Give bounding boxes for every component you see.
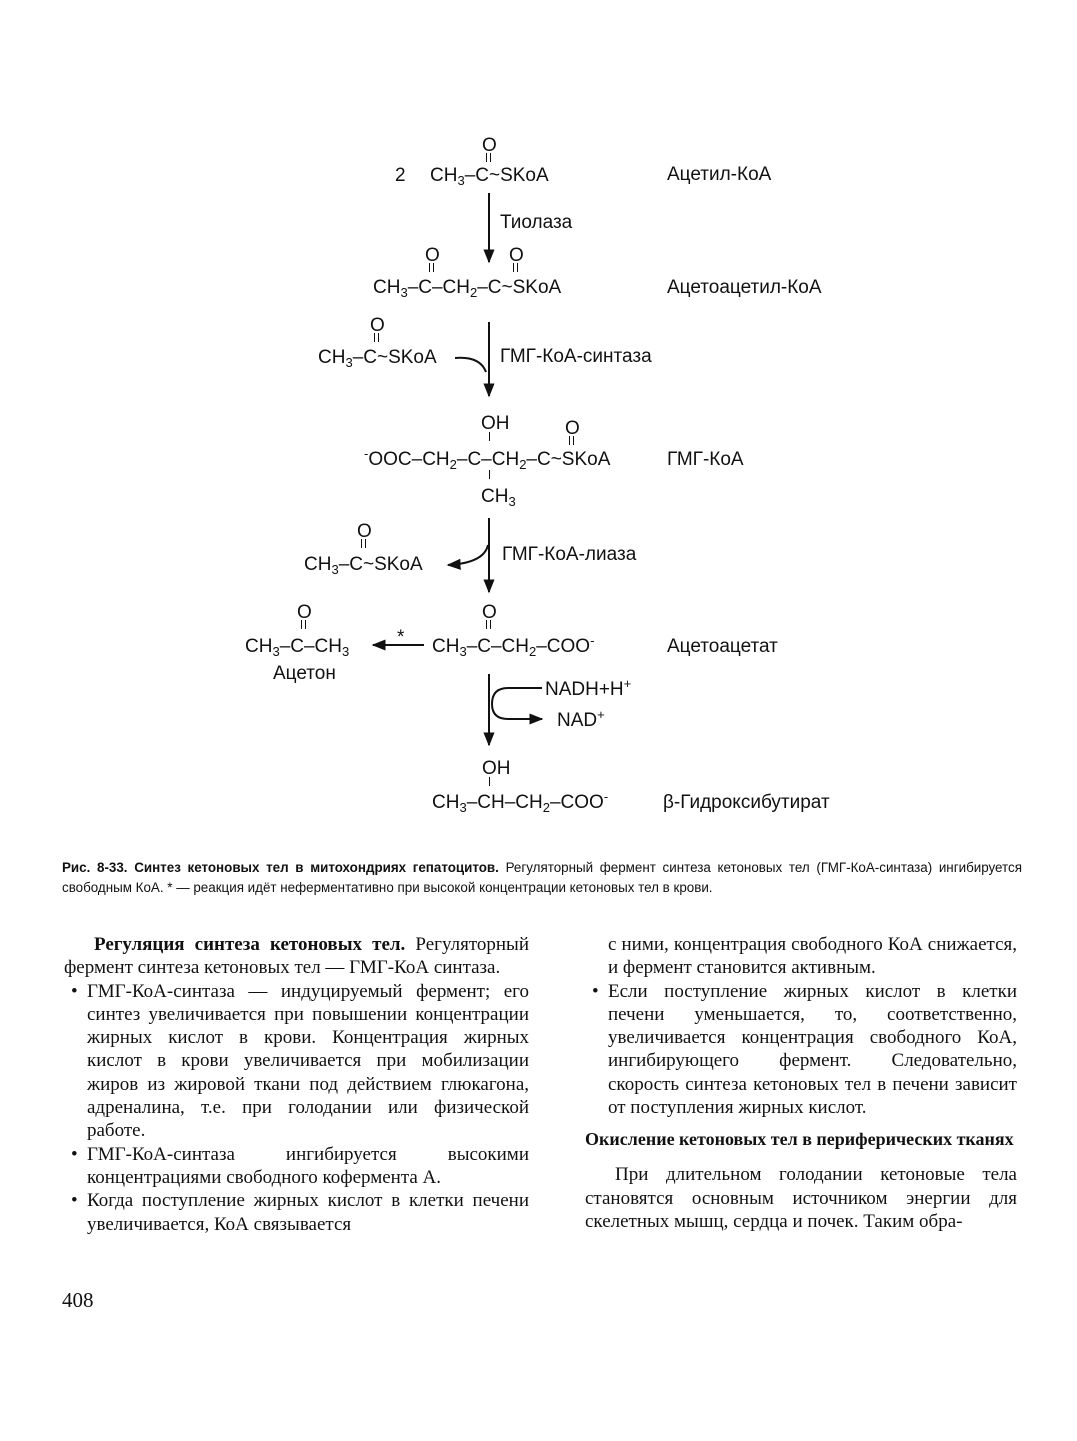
bullet-text: с ними, концентрация свободного КоА снижается, и фермент становится активным. — [608, 934, 1017, 979]
acetyl-coa-coefficient: 2 — [395, 165, 406, 186]
regulation-list-continued — [585, 933, 1017, 1119]
bullet-text: Если поступление жирных кислот в клетки печени уменьшается, то, соответственно, увеличивается концентрация свободного КоА, ингибирующего фермент. Следовательно, скорость синтеза кетоновых тел в печени зависит от поступления жирных кислот. — [608, 980, 1017, 1119]
synthase-substrate-oxygen: O — [370, 315, 385, 336]
caption-label: Рис. 8-33. Синтез кетоновых тел в митохондриях гепатоцитов. — [62, 860, 499, 875]
acetyl-coa-name: Ацетил-КоА — [667, 164, 772, 185]
acetone-formula: $CH_3-C-CH_3$ — [245, 636, 350, 659]
hydroxybutyrate-oh: OH — [482, 758, 511, 779]
nonenzymatic-star: * — [397, 627, 405, 648]
hmg-lyase-label: ГМГ-КоА-лиаза — [502, 544, 637, 565]
acetoacetate-formula: $CH_3-C-CH_2-COO^-$ — [432, 633, 595, 659]
hydroxybutyrate-oh-bond — [489, 777, 490, 786]
acetoacetyl-double-bond-1 — [429, 263, 434, 272]
thiolase-label: Тиолаза — [500, 212, 573, 233]
acetyl-coa-formula: $CH_3-C\sim SKoA$ — [430, 165, 549, 188]
acetone-oxygen: O — [297, 602, 312, 623]
list-item: • ГМГ-КоА-синтаза — индуцируемый фермент; его синтез увеличивается при повышении концентрации жирных кислот в крови. Концентрация жирных кислот в крови увеличивается при мобилизации жиров из жировой ткани под действием глюкагона, адреналина, т.е. при голодании или физической работе. — [71, 980, 529, 1142]
acetoacetyl-coa-formula: $CH_3-C-CH_2-C\sim SKoA$ — [373, 277, 562, 300]
regulation-list — [64, 980, 529, 1236]
acetoacetyl-oxygen-2: O — [509, 245, 524, 266]
synthase-side-arrow — [455, 358, 486, 372]
acetoacetate-double-bond — [486, 620, 491, 629]
lyase-product-formula: $CH_3-C\sim SKoA$ — [304, 554, 423, 577]
lyase-product-double-bond — [361, 539, 366, 548]
hydroxybutyrate-formula: $CH_3-CH-CH_2-COO^-$ — [432, 789, 609, 815]
left-column — [64, 933, 529, 1236]
acetoacetate-name: Ацетоацетат — [667, 636, 778, 657]
nadh-label: NADH+H+ — [545, 676, 632, 700]
hydroxybutyrate-name: β-Гидроксибутират — [663, 792, 830, 813]
hmg-oxygen: O — [565, 418, 580, 439]
hmg-ch3-bond — [489, 470, 490, 479]
acetone-double-bond — [301, 620, 306, 629]
lyase-product-oxygen: O — [357, 521, 372, 542]
synthase-substrate-double-bond — [374, 333, 379, 342]
nad-label: NAD+ — [557, 707, 605, 731]
bullet-text: Когда поступление жирных кислот в клетки печени увеличивается, КоА связывается — [87, 1190, 529, 1235]
hmg-coa-name: ГМГ-КоА — [667, 449, 744, 470]
list-item: • ГМГ-КоА-синтаза ингибируется высокими концентрациями свободного кофермента А. — [71, 1143, 529, 1188]
list-item — [585, 933, 1017, 980]
hmg-coa-formula: $^-OOC-CH_2-C-CH_2-C\sim SKoA$ — [364, 446, 611, 472]
bullet-text: ГМГ-КоА-синтаза — индуцируемый фермент; его синтез увеличивается при повышении концентрации жирных кислот в крови. Концентрация жирных кислот в крови увеличивается при мобилизации жиров из жировой ткани под действием глюкагона, адреналина, т.е. при голодании или физической работе. — [87, 980, 529, 1142]
figure-caption — [62, 858, 1022, 898]
regulation-heading: Регуляция синтеза кетоновых тел. — [94, 934, 406, 955]
right-column — [585, 933, 1017, 1233]
acetyl-oxygen: O — [482, 135, 497, 156]
regulation-paragraph — [64, 933, 529, 980]
section-heading: Окисление кетоновых тел в периферических тканях — [585, 1129, 1014, 1150]
hmg-oh-bond — [489, 432, 490, 441]
hmg-synthase-label: ГМГ-КоА-синтаза — [500, 346, 652, 367]
hmg-oh: OH — [481, 413, 510, 434]
acetone-name: Ацетон — [273, 663, 336, 684]
list-item: • Когда поступление жирных кислот в клетки печени увеличивается, КоА связывается — [71, 1190, 529, 1235]
caption-text: Регуляторный фермент синтеза кетоновых тел (ГМГ-КоА-синтаза) ингибируется свободным КоА. * — реакция идёт неферментативно при высокой концентрации кетоновых тел в крови. — [62, 860, 1022, 895]
page-number: 408 — [62, 1288, 94, 1312]
acetoacetate-oxygen: O — [482, 602, 497, 623]
synthase-substrate-formula: $CH_3-C\sim SKoA$ — [318, 347, 437, 370]
hmg-double-bond — [569, 436, 574, 445]
hmg-ch3: $CH_3$ — [481, 486, 516, 509]
section-paragraph: При длительном голодании кетоновые тела становятся основным источником энергии для скелетных мышц, сердца и почек. Таким обра- — [585, 1164, 1017, 1232]
acetyl-double-bond — [486, 153, 491, 162]
acetoacetyl-coa-name: Ацетоацетил-КоА — [667, 277, 822, 298]
bullet-text: ГМГ-КоА-синтаза ингибируется высокими концентрациями свободного кофермента А. — [87, 1143, 529, 1188]
lyase-side-arrow — [448, 545, 488, 565]
acetoacetyl-oxygen-1: O — [425, 245, 440, 266]
list-item: • Если поступление жирных кислот в клетки печени уменьшается, то, соответственно, увеличивается концентрация свободного КоА, ингибирующего фермент. Следовательно, скорость синтеза кетоновых тел в печени зависит от поступления жирных кислот. — [592, 980, 1017, 1119]
acetoacetyl-double-bond-2 — [513, 263, 518, 272]
regulation-intro: Регуляторный фермент синтеза кетоновых тел — ГМГ-КоА синтаза. — [64, 934, 529, 979]
nadh-curve — [492, 688, 542, 719]
